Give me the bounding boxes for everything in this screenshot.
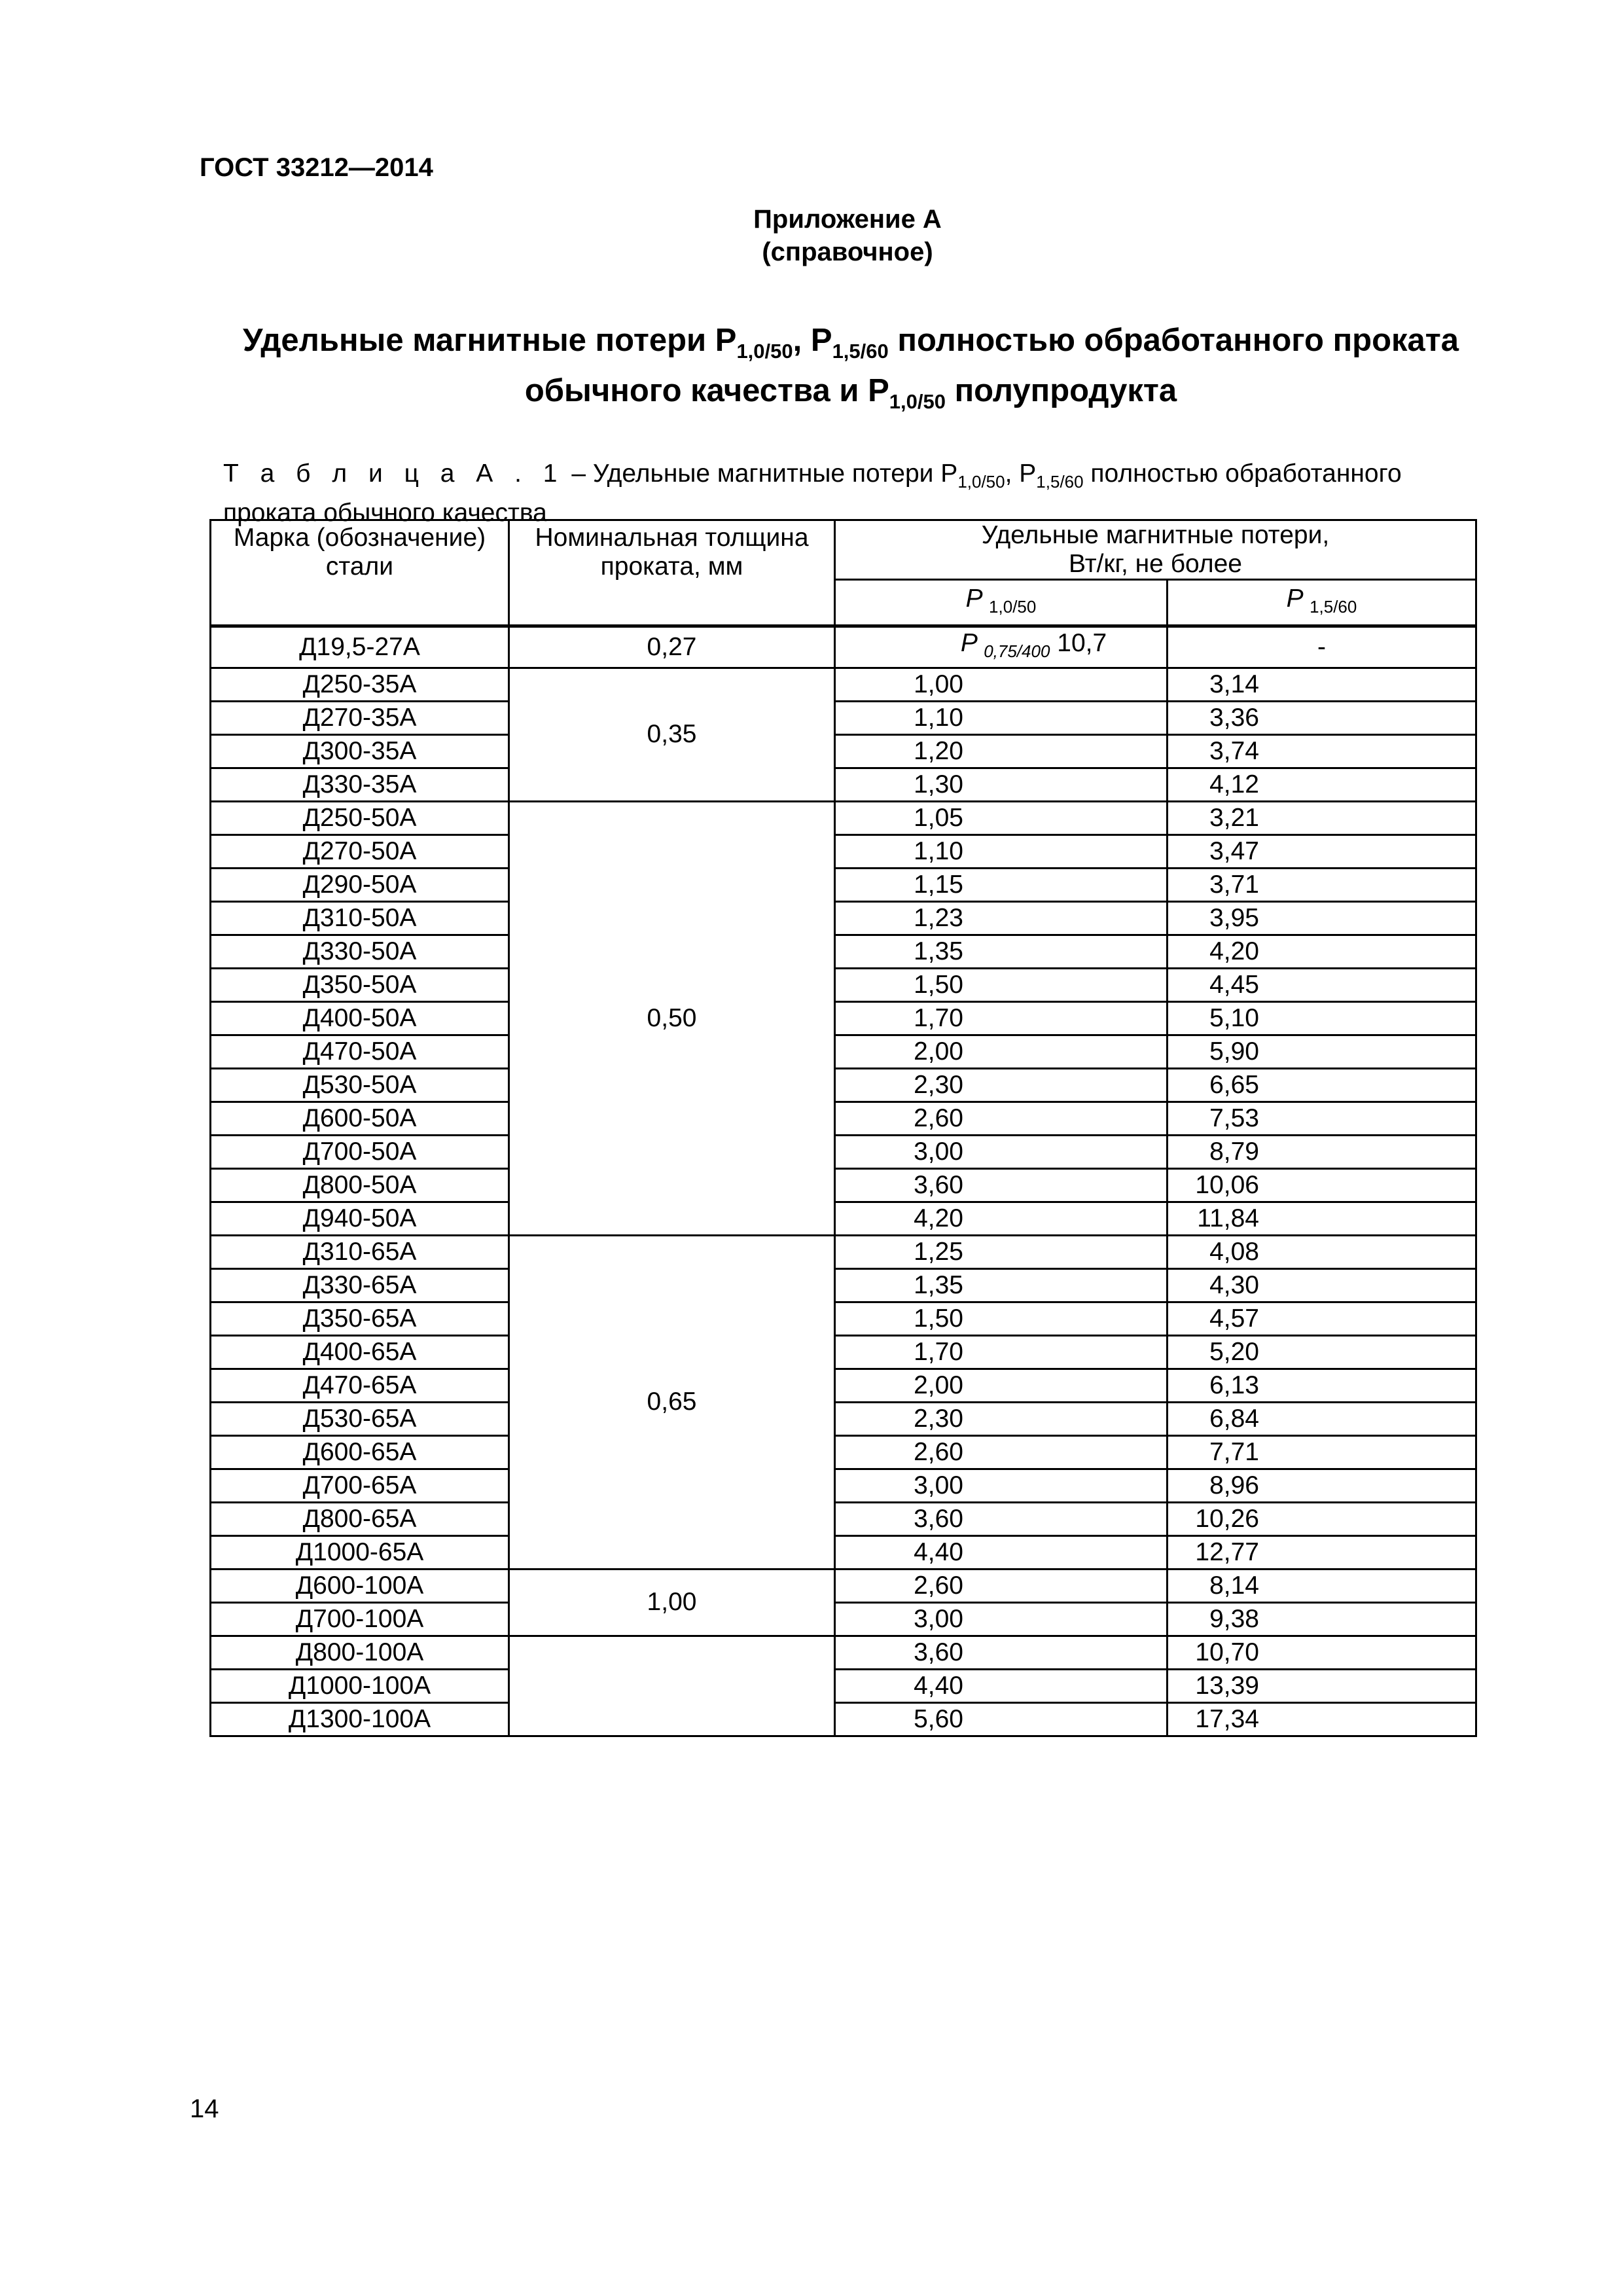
grade-cell: Д250-35А bbox=[211, 668, 509, 701]
p-1-0-50-cell: 1,25 bbox=[835, 1235, 1168, 1268]
header-p2-symbol: P bbox=[1286, 584, 1310, 613]
table-row bbox=[211, 701, 1476, 734]
grade-cell: Д400-65А bbox=[211, 1335, 509, 1369]
table-row bbox=[211, 1602, 1476, 1636]
caption-dash: – bbox=[564, 459, 593, 488]
table-caption bbox=[223, 458, 1493, 528]
p-1-0-50-cell: 1,05 bbox=[835, 801, 1168, 834]
grade-cell: Д350-50А bbox=[211, 968, 509, 1001]
grade-cell: Д310-50А bbox=[211, 901, 509, 935]
p-1-5-60-cell: 13,39 bbox=[1168, 1669, 1476, 1702]
special-loss-symbol bbox=[960, 629, 1050, 661]
p-1-0-50-cell: 1,50 bbox=[835, 968, 1168, 1001]
p-1-5-60-cell: 3,36 bbox=[1168, 701, 1476, 734]
p-1-5-60-cell: 5,20 bbox=[1168, 1335, 1476, 1369]
grade-cell: Д700-100А bbox=[211, 1602, 509, 1636]
table-row bbox=[211, 734, 1476, 768]
p-1-5-60-cell: 8,96 bbox=[1168, 1469, 1476, 1502]
table-row bbox=[211, 1235, 1476, 1268]
p-1-5-60-cell: 4,57 bbox=[1168, 1302, 1476, 1335]
thickness-cell: 0,50 bbox=[509, 801, 835, 1235]
thickness-cell: 0,27 bbox=[509, 627, 835, 668]
p-1-5-60-cell: 4,08 bbox=[1168, 1235, 1476, 1268]
grade-cell: Д470-65А bbox=[211, 1369, 509, 1402]
caption-subscript: 1,0/50 bbox=[957, 471, 1005, 492]
p-1-5-60-cell: - bbox=[1168, 627, 1476, 668]
p-1-5-60-cell: 8,79 bbox=[1168, 1135, 1476, 1168]
p-1-0-50-cell: 4,20 bbox=[835, 1202, 1168, 1235]
table-row bbox=[211, 1335, 1476, 1369]
caption-text: Удельные магнитные потери P bbox=[592, 459, 958, 488]
p-1-5-60-cell: 4,12 bbox=[1168, 768, 1476, 801]
p-1-0-50-cell: 1,70 bbox=[835, 1001, 1168, 1035]
p-1-5-60-cell: 4,45 bbox=[1168, 968, 1476, 1001]
document-code: ГОСТ 33212—2014 bbox=[200, 153, 433, 182]
p-1-5-60-cell: 5,10 bbox=[1168, 1001, 1476, 1035]
p-1-5-60-cell: 4,30 bbox=[1168, 1268, 1476, 1302]
p-1-5-60-cell: 3,21 bbox=[1168, 801, 1476, 834]
table-row bbox=[211, 801, 1476, 834]
p-1-0-50-cell: 2,60 bbox=[835, 1102, 1168, 1135]
p-1-5-60-cell: 17,34 bbox=[1168, 1702, 1476, 1736]
header-losses: Удельные магнитные потери, Вт/кг, не более bbox=[835, 520, 1476, 580]
grade-cell: Д330-35А bbox=[211, 768, 509, 801]
caption-subscript: 1,5/60 bbox=[1036, 471, 1084, 492]
grade-cell: Д800-100А bbox=[211, 1636, 509, 1669]
header-p1-symbol: P bbox=[965, 584, 990, 613]
caption-text: , P bbox=[1005, 459, 1037, 488]
grade-cell: Д310-65А bbox=[211, 1235, 509, 1268]
grade-cell: Д400-50А bbox=[211, 1001, 509, 1035]
thickness-cell: 0,65 bbox=[509, 1235, 835, 1569]
p-1-0-50-cell: 2,30 bbox=[835, 1402, 1168, 1435]
section-title bbox=[196, 321, 1505, 422]
p-1-0-50-cell: 4,40 bbox=[835, 1669, 1168, 1702]
p-1-5-60-cell: 3,95 bbox=[1168, 901, 1476, 935]
grade-cell: Д330-50А bbox=[211, 935, 509, 968]
grade-cell: Д940-50А bbox=[211, 1202, 509, 1235]
appendix-subtitle: (справочное) bbox=[762, 238, 933, 266]
p-1-0-50-cell: 3,60 bbox=[835, 1636, 1168, 1669]
p-1-5-60-cell: 3,47 bbox=[1168, 834, 1476, 868]
table-row bbox=[211, 1402, 1476, 1435]
grade-cell: Д600-100А bbox=[211, 1569, 509, 1602]
grade-cell: Д1000-65А bbox=[211, 1535, 509, 1569]
table-row bbox=[211, 868, 1476, 901]
p-1-0-50-cell: 3,60 bbox=[835, 1502, 1168, 1535]
title-text: , P bbox=[793, 323, 832, 358]
p-1-5-60-cell: 10,06 bbox=[1168, 1168, 1476, 1202]
special-loss-subscript: 0,75/400 bbox=[984, 641, 1050, 661]
p-1-5-60-cell: 6,84 bbox=[1168, 1402, 1476, 1435]
table-row bbox=[211, 901, 1476, 935]
table-row bbox=[211, 1569, 1476, 1602]
p-1-5-60-cell: 5,90 bbox=[1168, 1035, 1476, 1068]
p-1-0-50-cell: 1,35 bbox=[835, 1268, 1168, 1302]
header-grade: Марка (обозначение) стали bbox=[211, 520, 509, 626]
grade-cell: Д1300-100А bbox=[211, 1702, 509, 1736]
p-1-5-60-cell: 7,53 bbox=[1168, 1102, 1476, 1135]
p-1-0-50-cell: 1,10 bbox=[835, 701, 1168, 734]
table-row bbox=[211, 768, 1476, 801]
grade-cell: Д300-35А bbox=[211, 734, 509, 768]
appendix-title: Приложение А bbox=[753, 205, 942, 234]
p-1-5-60-cell: 8,14 bbox=[1168, 1569, 1476, 1602]
p-1-5-60-cell: 10,26 bbox=[1168, 1502, 1476, 1535]
p-1-5-60-cell: 6,13 bbox=[1168, 1369, 1476, 1402]
grade-cell: Д700-65А bbox=[211, 1469, 509, 1502]
table-row bbox=[211, 968, 1476, 1001]
table-row bbox=[211, 1636, 1476, 1669]
table-row bbox=[211, 1068, 1476, 1102]
grade-cell: Д350-65А bbox=[211, 1302, 509, 1335]
thickness-cell: 1,00 bbox=[509, 1569, 835, 1636]
table-row bbox=[211, 1702, 1476, 1736]
p-1-0-50-cell: 3,00 bbox=[835, 1469, 1168, 1502]
title-text: полностью обработанного проката bbox=[888, 323, 1459, 358]
table-row bbox=[211, 1102, 1476, 1135]
title-subscript: 1,5/60 bbox=[832, 339, 889, 363]
grade-cell: Д470-50А bbox=[211, 1035, 509, 1068]
p-1-0-50-cell: 3,00 bbox=[835, 1135, 1168, 1168]
grade-cell: Д600-65А bbox=[211, 1435, 509, 1469]
table-row bbox=[211, 1268, 1476, 1302]
table-header bbox=[209, 519, 1477, 626]
table-row bbox=[211, 834, 1476, 868]
grade-cell: Д700-50А bbox=[211, 1135, 509, 1168]
p-1-0-50-cell: 2,60 bbox=[835, 1435, 1168, 1469]
p-1-0-50-cell: 2,60 bbox=[835, 1569, 1168, 1602]
header-p2-subscript: 1,5/60 bbox=[1310, 596, 1357, 617]
special-loss-letter: P bbox=[960, 629, 984, 657]
grade-cell: Д270-50А bbox=[211, 834, 509, 868]
p-1-0-50-cell: 3,00 bbox=[835, 1602, 1168, 1636]
grade-cell: Д270-35А bbox=[211, 701, 509, 734]
table-row bbox=[211, 1669, 1476, 1702]
header-p-1-0-50 bbox=[835, 580, 1168, 626]
p-1-5-60-cell: 10,70 bbox=[1168, 1636, 1476, 1669]
data-table bbox=[209, 626, 1477, 1737]
title-subscript: 1,0/50 bbox=[889, 389, 946, 413]
p-1-0-50-cell bbox=[835, 627, 1168, 668]
p-1-0-50-cell: 1,10 bbox=[835, 834, 1168, 868]
table-row bbox=[211, 1135, 1476, 1168]
grade-cell: Д250-50А bbox=[211, 801, 509, 834]
header-p1-subscript: 1,0/50 bbox=[989, 596, 1037, 617]
grade-cell: Д800-50А bbox=[211, 1168, 509, 1202]
table-row bbox=[211, 1302, 1476, 1335]
appendix-heading bbox=[0, 203, 1623, 268]
table-row bbox=[211, 1535, 1476, 1569]
p-1-5-60-cell: 6,65 bbox=[1168, 1068, 1476, 1102]
p-1-5-60-cell: 3,71 bbox=[1168, 868, 1476, 901]
table-row bbox=[211, 668, 1476, 701]
grade-cell: Д800-65А bbox=[211, 1502, 509, 1535]
p-1-0-50-cell: 2,00 bbox=[835, 1035, 1168, 1068]
p-1-5-60-cell: 12,77 bbox=[1168, 1535, 1476, 1569]
p-1-0-50-cell: 1,50 bbox=[835, 1302, 1168, 1335]
p-1-0-50-cell: 1,30 bbox=[835, 768, 1168, 801]
caption-text: полностью обработанного проката обычного качества bbox=[223, 459, 1402, 527]
grade-cell: Д600-50А bbox=[211, 1102, 509, 1135]
header-thickness: Номинальная толщина проката, мм bbox=[509, 520, 835, 626]
p-1-0-50-cell: 1,20 bbox=[835, 734, 1168, 768]
title-text: Удельные магнитные потери P bbox=[242, 323, 737, 358]
p-1-0-50-cell: 1,70 bbox=[835, 1335, 1168, 1369]
table-row bbox=[211, 1202, 1476, 1235]
grade-cell: Д330-65А bbox=[211, 1268, 509, 1302]
grade-cell: Д530-65А bbox=[211, 1402, 509, 1435]
page-number: 14 bbox=[190, 2094, 219, 2123]
table-row bbox=[211, 1369, 1476, 1402]
p-1-5-60-cell: 9,38 bbox=[1168, 1602, 1476, 1636]
grade-cell: Д19,5-27А bbox=[211, 627, 509, 668]
table-label: Т а б л и ц а А . 1 bbox=[223, 459, 565, 488]
p-1-0-50-cell: 5,60 bbox=[835, 1702, 1168, 1736]
p-1-5-60-cell: 7,71 bbox=[1168, 1435, 1476, 1469]
p-1-5-60-cell: 3,14 bbox=[1168, 668, 1476, 701]
p-1-5-60-cell: 11,84 bbox=[1168, 1202, 1476, 1235]
table-row bbox=[211, 1035, 1476, 1068]
special-loss-value: 10,7 bbox=[1050, 629, 1107, 657]
grade-cell: Д1000-100А bbox=[211, 1669, 509, 1702]
p-1-5-60-cell: 3,74 bbox=[1168, 734, 1476, 768]
table-row bbox=[211, 1435, 1476, 1469]
title-text: полупродукта bbox=[945, 372, 1177, 408]
table-row bbox=[211, 1001, 1476, 1035]
header-p-1-5-60 bbox=[1168, 580, 1476, 626]
p-1-0-50-cell: 1,23 bbox=[835, 901, 1168, 935]
title-subscript: 1,0/50 bbox=[736, 339, 793, 363]
p-1-0-50-cell: 4,40 bbox=[835, 1535, 1168, 1569]
thickness-cell bbox=[509, 1636, 835, 1736]
table-row bbox=[211, 1168, 1476, 1202]
p-1-0-50-cell: 3,60 bbox=[835, 1168, 1168, 1202]
p-1-0-50-cell: 1,15 bbox=[835, 868, 1168, 901]
grade-cell: Д290-50А bbox=[211, 868, 509, 901]
title-text: обычного качества и P bbox=[524, 372, 889, 408]
table-row bbox=[211, 627, 1476, 668]
p-1-0-50-cell: 2,30 bbox=[835, 1068, 1168, 1102]
table-row bbox=[211, 1502, 1476, 1535]
p-1-5-60-cell: 4,20 bbox=[1168, 935, 1476, 968]
grade-cell: Д530-50А bbox=[211, 1068, 509, 1102]
thickness-cell: 0,35 bbox=[509, 668, 835, 801]
table-row bbox=[211, 1469, 1476, 1502]
table-row bbox=[211, 935, 1476, 968]
p-1-0-50-cell: 1,35 bbox=[835, 935, 1168, 968]
p-1-0-50-cell: 2,00 bbox=[835, 1369, 1168, 1402]
p-1-0-50-cell: 1,00 bbox=[835, 668, 1168, 701]
